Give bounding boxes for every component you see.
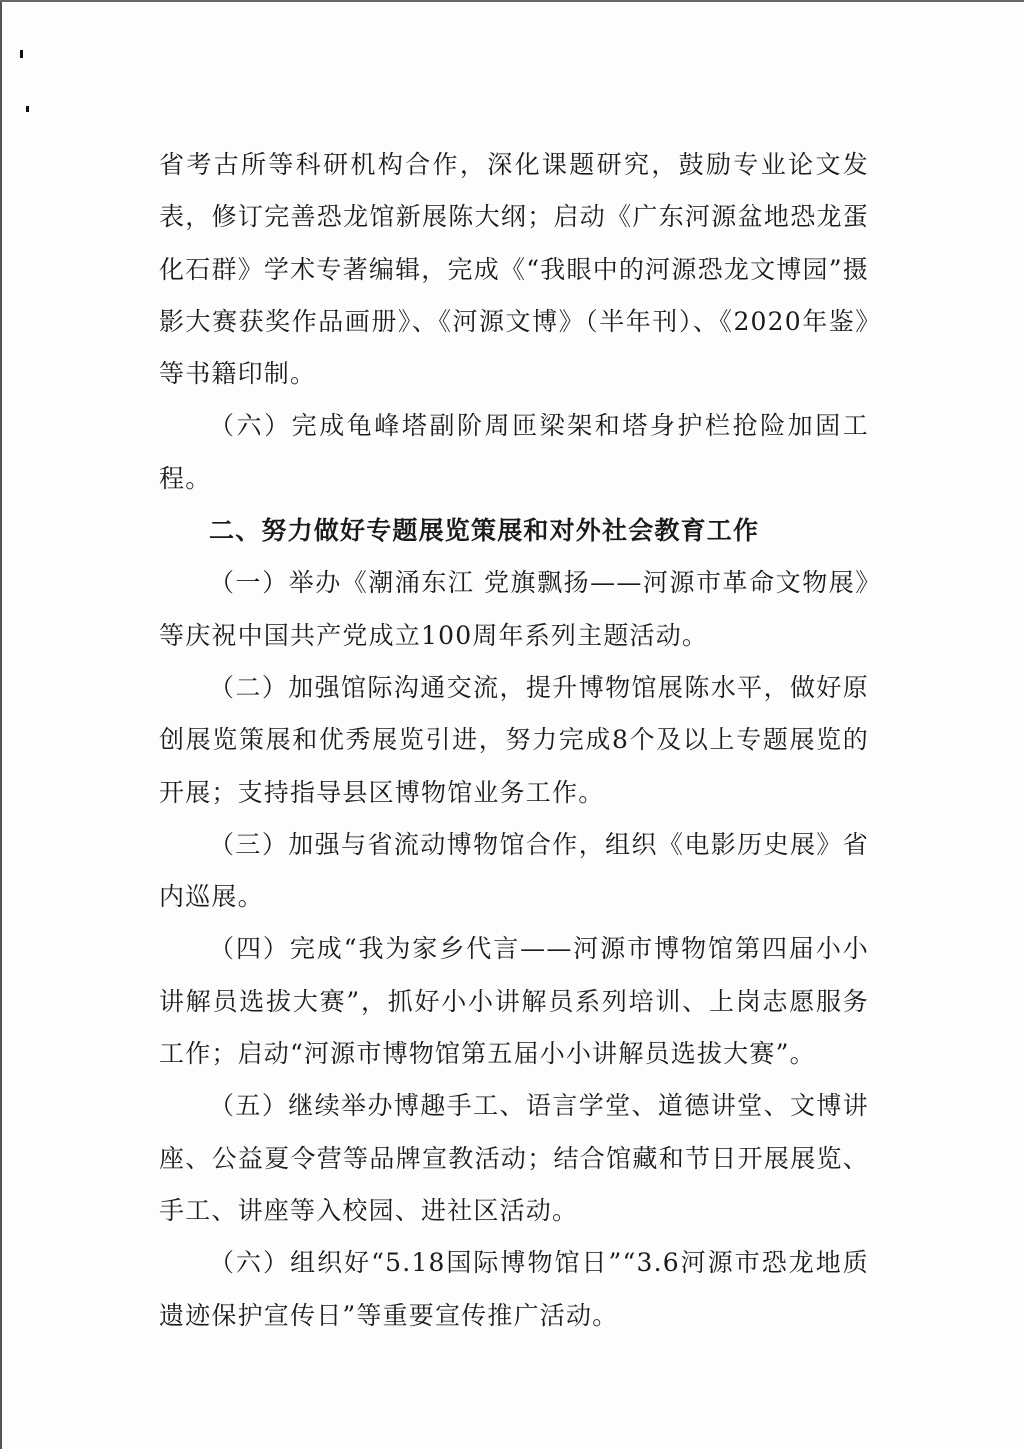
paragraph-item-6-museum-day: （六）组织好“5.18国际博物馆日”“3.6河源市恐龙地质遗迹保护宣传日”等重要宣传推广活动。	[159, 1248, 869, 1330]
paragraph-item-5-education: （五）继续举办博趣手工、语言学堂、道德讲堂、文博讲座、公益夏令营等品牌宣教活动；结合馆藏和节日开展展览、手工、讲座等入校园、进社区活动。	[159, 1091, 869, 1225]
scan-speck	[26, 106, 29, 112]
paragraph-item-6-tower: （六）完成龟峰塔副阶周匝梁架和塔身护栏抢险加固工程。	[159, 411, 869, 493]
scan-edge-top	[0, 0, 1024, 2]
paragraph-item-2-exchange: （二）加强馆际沟通交流，提升博物馆展陈水平，做好原创展览策展和优秀展览引进，努力完成8个及以上专题展览的开展；支持指导县区博物馆业务工作。	[159, 672, 869, 807]
paragraph-item-1-exhibition: （一）举办《潮涌东江 党旗飘扬——河源市革命文物展》等庆祝中国共产党成立100周年系列主题活动。	[159, 568, 869, 650]
paragraph-continuation: 省考古所等科研机构合作，深化课题研究，鼓励专业论文发表，修订完善恐龙馆新展陈大纲；启动《广东河源盆地恐龙蛋化石群》学术专著编辑，完成《“我眼中的河源恐龙文博园”摄影大赛获奖作品画册》、《河源文博》（半年刊）、《2020年鉴》等书籍印制。	[159, 150, 869, 389]
section-heading-2: 二、努力做好专题展览策展和对外社会教育工作	[209, 516, 760, 546]
paragraph-item-3-cooperation: （三）加强与省流动博物馆合作，组织《电影历史展》省内巡展。	[159, 829, 869, 912]
scan-speck	[20, 50, 23, 58]
document-body	[159, 139, 869, 1342]
scan-edge-left	[0, 0, 2, 1449]
paragraph-item-4-contest: （四）完成“我为家乡代言——河源市博物馆第四届小小讲解员选拔大赛”，抓好小小讲解员系列培训、上岗志愿服务工作；启动“河源市博物馆第五届小小讲解员选拔大赛”。	[159, 934, 869, 1069]
